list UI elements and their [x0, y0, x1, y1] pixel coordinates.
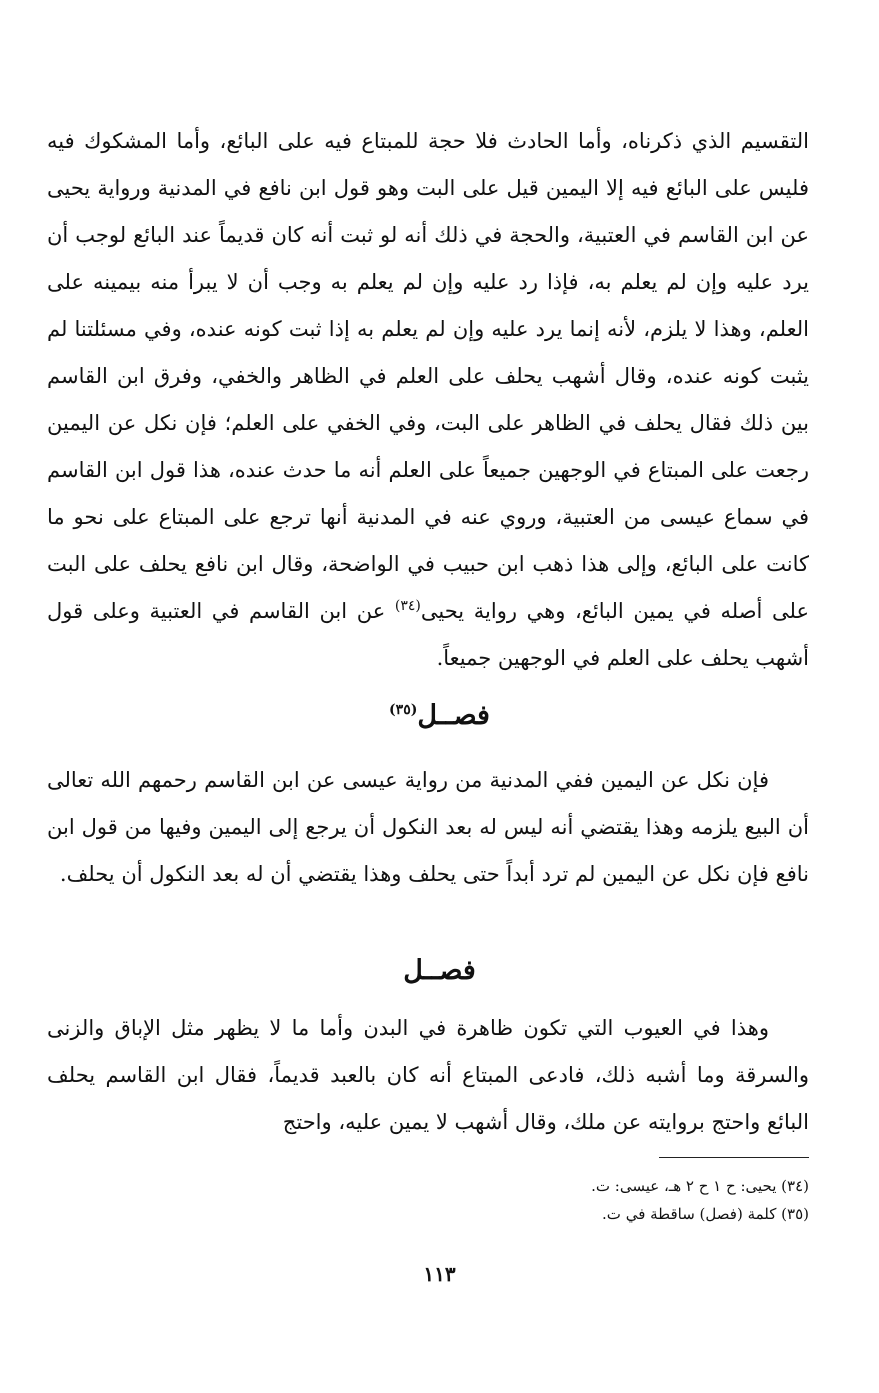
footnote-ref-35: (٣٥) — [389, 702, 418, 718]
footnote-34: (٣٤) يحيى: ح ١ ح ٢ هـ، عيسى: ت. — [591, 1177, 809, 1195]
section-heading-1-text: فصــل — [417, 700, 490, 731]
section-heading-1 — [0, 700, 879, 731]
footnote-ref-34: (٣٤) — [394, 598, 421, 614]
paragraph-1-text: التقسيم الذي ذكرناه، وأما الحادث فلا حجة للمبتاع فيه على البائع، وأما المشكوك فيه فليس على البائع فيه إلا اليمين قيل على البت وهو قول ابن نافع في المدنية ورواية يحيى عن ابن القاسم في العتبية، والحجة في ذلك أنه لو ثبت أنه كان قديماً عند البائع لوجب أن يرد عليه وإن لم يعلم به، فإذا رد عليه وإن لم يعلم به وجب أن لا يبرأ منه بيمينه على العلم، وهذا لا يلزم، لأنه إنما يرد عليه وإن لم يعلم به إذا ثبت كونه عنده، وفي مسئلتنا لم يثبت كونه عنده، وقال أشهب يحلف على العلم في الظاهر والخفي، وفرق ابن القاسم بين ذلك فقال يحلف في الظاهر على البت، وفي الخفي على العلم؛ فإن نكل عن اليمين رجعت على المبتاع في الوجهين جميعاً على العلم أنه ما حدث عنده، هذا قول ابن القاسم في سماع عيسى من العتبية، وروي عنه في المدنية أنها ترجع على المبتاع على نحو ما كانت على البائع، وإلى هذا ذهب ابن حبيب في الواضحة، وقال ابن نافع يحلف على البت على أصله في يمين البائع، وهي رواية يحيى — [47, 129, 809, 623]
section-heading-2: فصــل — [403, 955, 476, 986]
footnote-35: (٣٥) كلمة (فصل) ساقطة في ت. — [602, 1205, 809, 1223]
paragraph-2: فإن نكل عن اليمين ففي المدنية من رواية عيسى عن ابن القاسم رحمهم الله تعالى أن البيع يلزمه وهذا يقتضي أنه ليس له بعد النكول أن يرجع إلى اليمين وفيها من قول ابن نافع فإن نكل عن اليمين لم ترد أبداً حتى يحلف وهذا يقتضي أن له بعد النكول أن يحلف. — [47, 768, 809, 886]
paragraph-3: وهذا في العيوب التي تكون ظاهرة في البدن وأما ما لا يظهر مثل الإباق والزنى والسرقة وما أشبه ذلك، فادعى المبتاع أنه كان بالعبد قديماً، فقال ابن القاسم يحلف البائع واحتج بروايته عن ملك، وقال أشهب لا يمين عليه، واحتج — [47, 1016, 809, 1134]
footnotes — [309, 1172, 809, 1228]
page-number: ١١٣ — [423, 1262, 456, 1286]
paragraph-1 — [47, 118, 809, 682]
footnote-separator — [659, 1157, 809, 1158]
paragraph-1-text-end: عن ابن القاسم في العتبية وعلى قول أشهب يحلف على العلم في الوجهين جميعاً. — [47, 599, 809, 670]
